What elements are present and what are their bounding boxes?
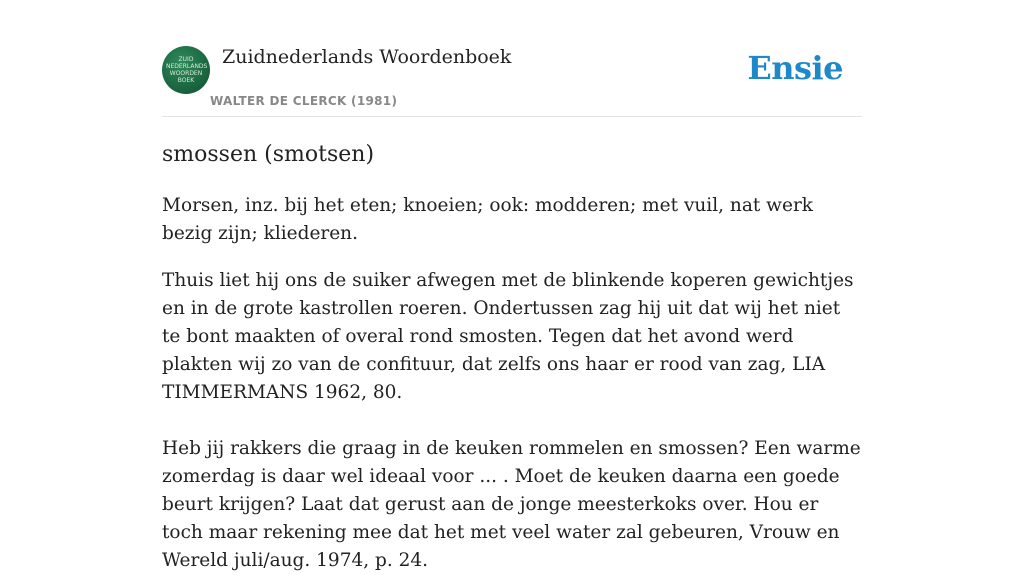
logo-text: ZUID NEDERLANDS WOORDEN BOEK (166, 56, 208, 84)
entry-quote: Heb jij rakkers die graag in de keuken rommelen en smossen? Een warme zomerdag is daar wel ideaal voor ... . Moet de keuken daarna een goede beurt krijgen? Laat dat gerust aan de jonge meesterkoks over. Hou er toch maar rekening mee dat het met veel water zal gebeuren, Vrouw en Wereld juli/aug. 1974, p. 24. (162, 438, 861, 571)
dictionary-author: WALTER DE CLERCK (1981) (210, 94, 398, 108)
dictionary-logo[interactable] (162, 46, 210, 94)
entry-definition: Morsen, inz. bij het eten; knoeien; ook: modderen; met vuil, nat werk bezig zijn; kliederen. (162, 195, 813, 244)
ensie-brand-link[interactable]: Ensie (747, 49, 843, 87)
page-header (162, 40, 862, 117)
dictionary-title[interactable]: Zuidnederlands Woordenboek (222, 46, 512, 68)
entry-content (162, 140, 862, 575)
entry-quote: Thuis liet hij ons de suiker afwegen met de blinkende koperen gewichtjes en in de grote kastrollen roeren. Ondertussen zag hij uit dat wij het niet te bont maakten of overal rond smosten. Tegen dat het avond werd plakten wij zo van de confituur, dat zelfs ons haar er rood van zag, LIA TIMMERMANS 1962, 80. (162, 270, 854, 403)
entry-headword: smossen (smotsen) (162, 142, 375, 167)
